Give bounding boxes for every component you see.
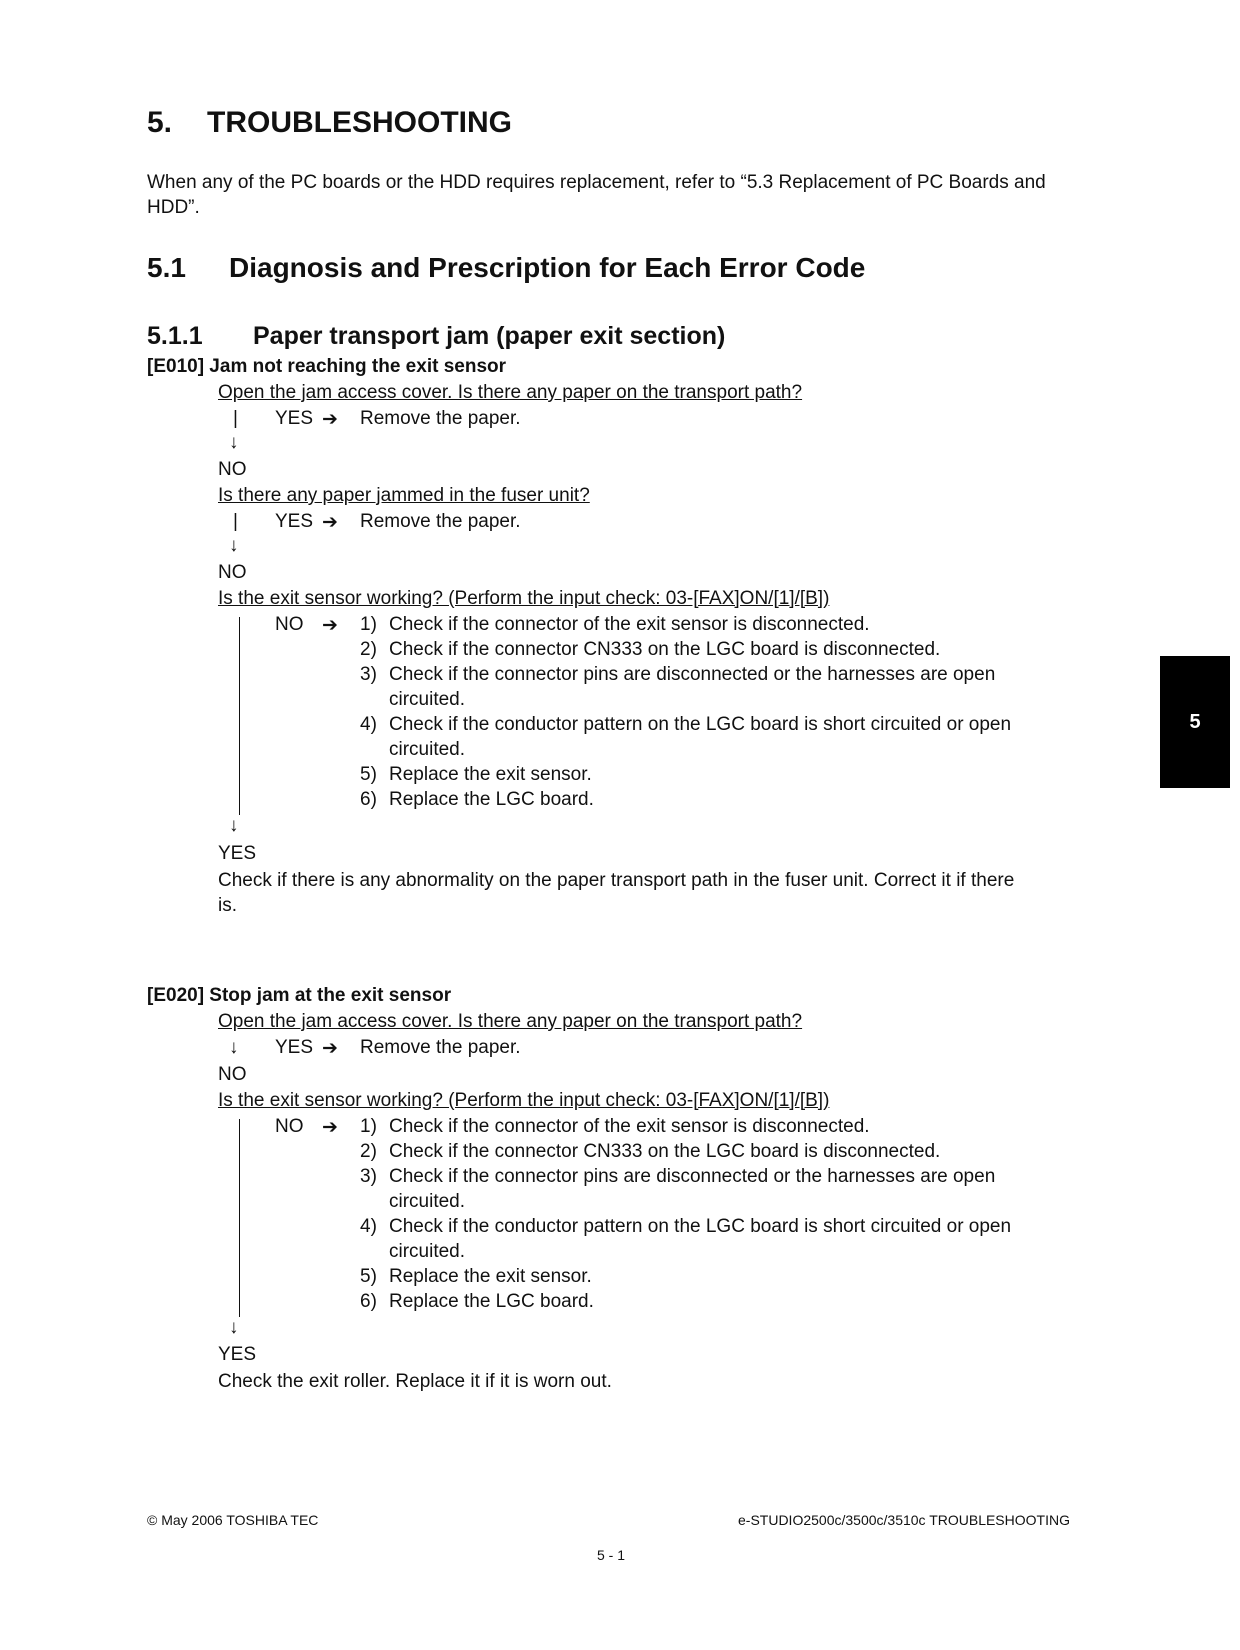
flow-pipe: | [233,408,238,429]
e020-heading: [E020] Stop jam at the exit sensor [147,985,452,1006]
chapter-side-tab: 5 [1160,656,1230,788]
e010-q2-action: Remove the paper. [360,511,521,532]
e020-q2-yes: YES [218,1344,257,1365]
e020-question-1: Open the jam access cover. Is there any paper on the transport path? [218,1011,803,1032]
e010-q1-no: NO [218,459,247,480]
e020-step-4-number: 4) [360,1216,377,1237]
e020-step-3-number: 3) [360,1166,377,1187]
e010-step-1-text: Check if the connector of the exit sensor is disconnected. [389,614,870,635]
e010-final-action: Check if there is any abnormality on the paper transport path in the fuser unit. Correct it if there [218,870,1015,891]
intro-paragraph: When any of the PC boards or the HDD requires replacement, refer to “5.3 Replacement of PC Boards and HDD”. [147,172,1046,218]
footer-copyright: © May 2006 TOSHIBA TEC [147,1512,319,1528]
subsection-number: 5.1 [147,252,186,283]
e020-step-2-number: 2) [360,1141,377,1162]
e020-question-2: Is the exit sensor working? (Perform the input check: 03-[FAX]ON/[1]/[B]) [218,1090,830,1111]
section-number: 5. [147,106,173,139]
e010-q3-no: NO [275,614,304,635]
e010-q1-action: Remove the paper. [360,408,521,429]
e010-question-1: Open the jam access cover. Is there any paper on the transport path? [218,382,803,403]
subsubsection-heading [147,322,725,351]
footer-document-title: e-STUDIO2500c/3500c/3510c TROUBLESHOOTING [738,1512,1070,1528]
e020-step-6-number: 6) [360,1291,377,1312]
subsubsection-number: 5.1.1 [147,322,203,350]
e010-q1-yes: YES [275,408,314,429]
e010-step-3-number: 3) [360,664,377,685]
subsubsection-title: Paper transport jam (paper exit section) [253,322,726,350]
e010-heading: [E010] Jam not reaching the exit sensor [147,356,507,377]
subsection-heading [147,252,865,284]
arrow-down-icon: ↓ [229,535,239,556]
section-heading [147,106,512,140]
e010-step-5-number: 5) [360,764,377,785]
subsection-title: Diagnosis and Prescription for Each Error Code [229,252,866,283]
e020-q1-yes: YES [275,1037,314,1058]
page-number: 5 - 1 [597,1547,626,1563]
e020-q2-no: NO [275,1116,304,1137]
flow-vertical-line [239,617,240,815]
e010-step-3-text: Check if the connector pins are disconnected or the harnesses are open [389,664,996,685]
arrow-right-icon: ➔ [322,615,338,636]
flow-vertical-line [239,1119,240,1317]
arrow-right-icon: ➔ [322,1038,338,1059]
e020-step-2-text: Check if the connector CN333 on the LGC board is disconnected. [389,1141,941,1162]
e020-step-4-text-cont: circuited. [389,1241,466,1262]
e010-step-1-number: 1) [360,614,377,635]
e010-step-3-text-cont: circuited. [389,689,466,710]
e010-step-2-number: 2) [360,639,377,660]
e010-q3-yes: YES [218,843,257,864]
e020-q1-no: NO [218,1064,247,1085]
e020-step-3-text: Check if the connector pins are disconnected or the harnesses are open [389,1166,996,1187]
e010-step-4-number: 4) [360,714,377,735]
arrow-down-icon: ↓ [229,1037,239,1058]
e010-question-2: Is there any paper jammed in the fuser unit? [218,485,590,506]
e020-step-3-text-cont: circuited. [389,1191,466,1212]
e010-step-6-text: Replace the LGC board. [389,789,594,810]
e010-question-3: Is the exit sensor working? (Perform the input check: 03-[FAX]ON/[1]/[B]) [218,588,830,609]
e020-step-4-text: Check if the conductor pattern on the LGC board is short circuited or open [389,1216,1012,1237]
e010-q2-no: NO [218,562,247,583]
e020-final-action: Check the exit roller. Replace it if it is worn out. [218,1371,612,1392]
arrow-right-icon: ➔ [322,409,338,430]
arrow-down-icon: ↓ [229,1317,239,1338]
e020-step-6-text: Replace the LGC board. [389,1291,594,1312]
e020-step-1-number: 1) [360,1116,377,1137]
arrow-down-icon: ↓ [229,815,239,836]
e010-final-action-cont: is. [218,895,237,916]
e020-step-5-text: Replace the exit sensor. [389,1266,592,1287]
e010-step-4-text-cont: circuited. [389,739,466,760]
arrow-down-icon: ↓ [229,432,239,453]
e010-q2-yes: YES [275,511,314,532]
arrow-right-icon: ➔ [322,1117,338,1138]
e010-step-6-number: 6) [360,789,377,810]
flow-pipe: | [233,511,238,532]
e010-step-4-text: Check if the conductor pattern on the LGC board is short circuited or open [389,714,1012,735]
e020-step-1-text: Check if the connector of the exit sensor is disconnected. [389,1116,870,1137]
section-title: TROUBLESHOOTING [207,106,512,139]
arrow-right-icon: ➔ [322,512,338,533]
e010-step-5-text: Replace the exit sensor. [389,764,592,785]
e020-q1-action: Remove the paper. [360,1037,521,1058]
e010-step-2-text: Check if the connector CN333 on the LGC board is disconnected. [389,639,941,660]
e020-step-5-number: 5) [360,1266,377,1287]
